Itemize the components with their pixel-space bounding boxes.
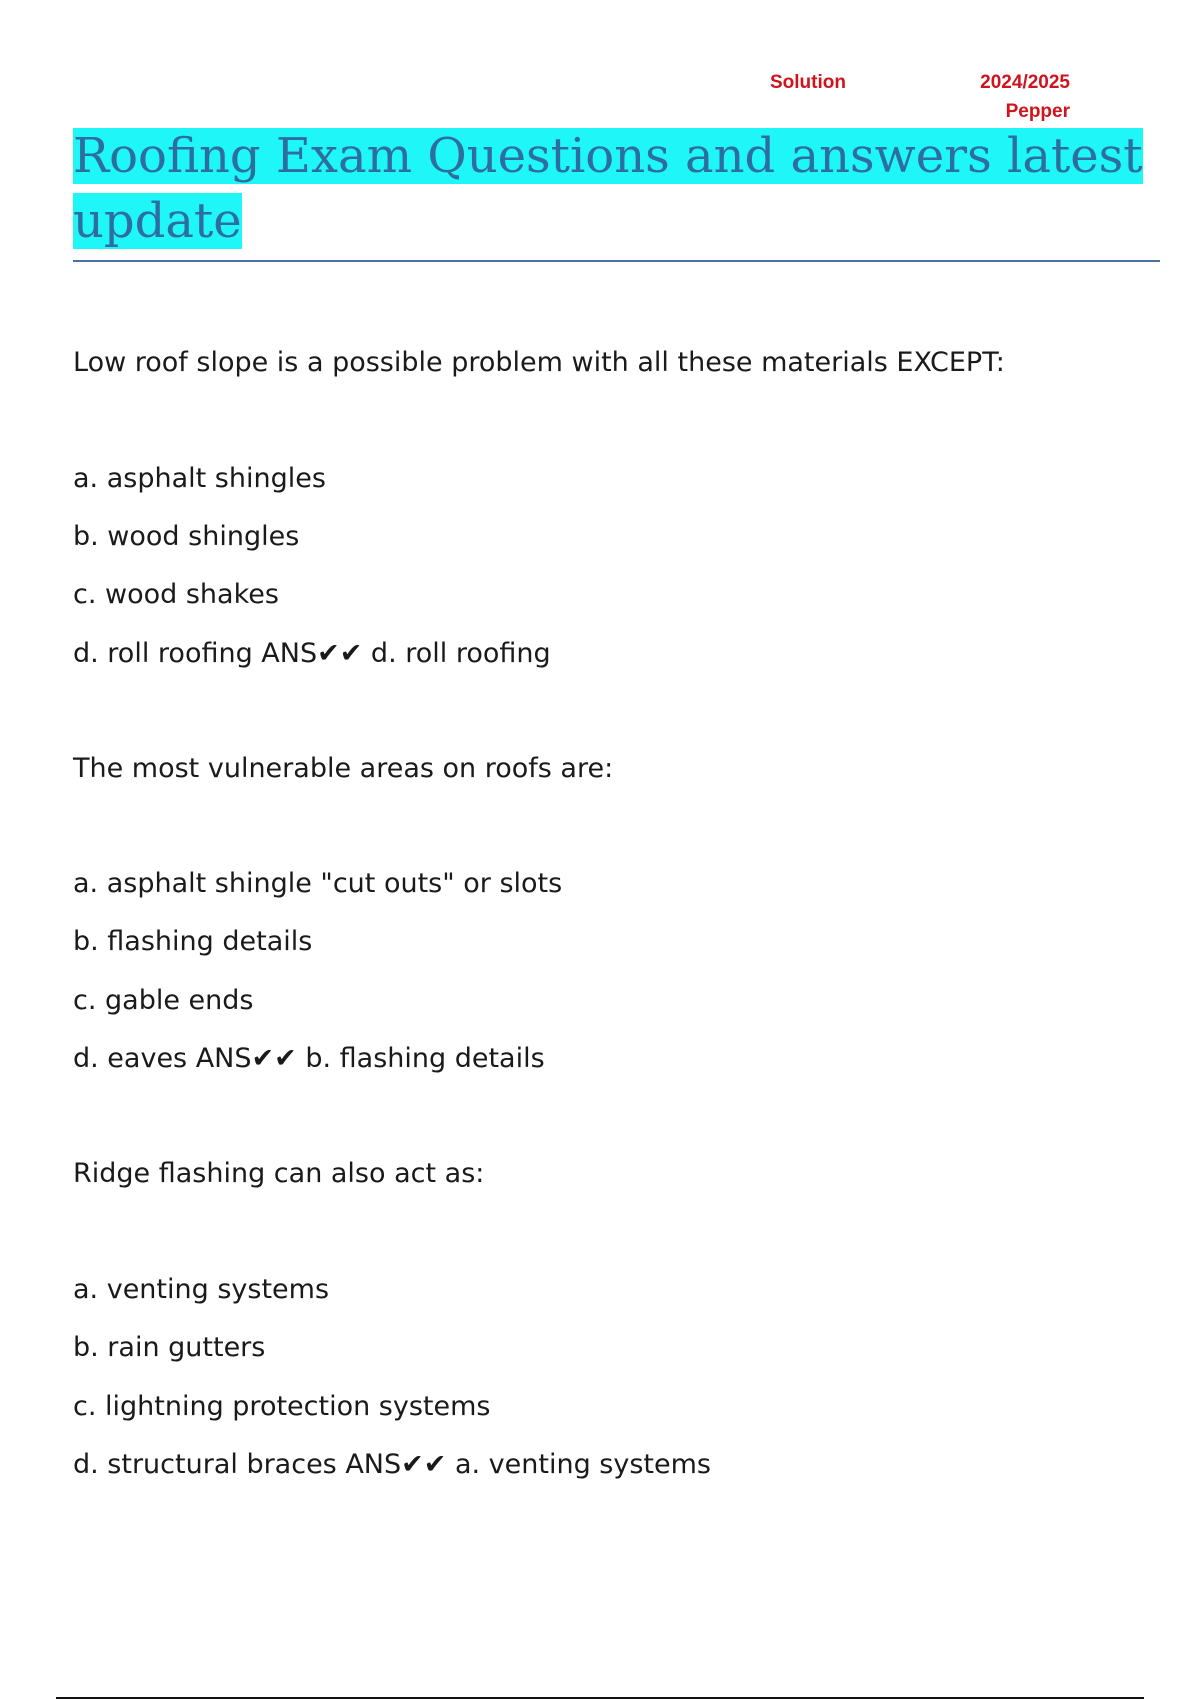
question-3-option-d-answer: d. structural braces ANS✔✔ a. venting systems: [73, 1449, 711, 1480]
question-2-option-c: c. gable ends: [73, 985, 254, 1016]
question-3-text: Ridge flashing can also act as:: [73, 1158, 485, 1189]
question-3-option-b: b. rain gutters: [73, 1332, 266, 1363]
question-1-option-c: c. wood shakes: [73, 579, 279, 610]
question-2-text: The most vulnerable areas on roofs are:: [73, 753, 614, 784]
question-2-option-d-answer: d. eaves ANS✔✔ b. flashing details: [73, 1043, 545, 1074]
question-3-option-a: a. venting systems: [73, 1274, 330, 1305]
page-title-text: Roofing Exam Questions and answers latest update: [73, 128, 1143, 249]
question-3-option-c: c. lightning protection systems: [73, 1391, 491, 1422]
header-year: 2024/2025: [980, 72, 1070, 93]
footer-rule: [56, 1697, 1144, 1699]
page-title: [73, 124, 1160, 254]
header-author: Pepper: [1005, 101, 1070, 122]
question-1-option-d-answer: d. roll roofing ANS✔✔ d. roll roofing: [73, 638, 551, 669]
question-2-option-b: b. flashing details: [73, 926, 313, 957]
header-solution-label: Solution: [770, 72, 846, 93]
question-2-option-a: a. asphalt shingle "cut outs" or slots: [73, 868, 563, 899]
header-year-author: [980, 68, 1070, 126]
question-1-option-b: b. wood shingles: [73, 521, 300, 552]
question-1-option-a: a. asphalt shingles: [73, 463, 326, 494]
title-block: [73, 124, 1160, 262]
question-1-text: Low roof slope is a possible problem with all these materials EXCEPT:: [73, 347, 1005, 378]
